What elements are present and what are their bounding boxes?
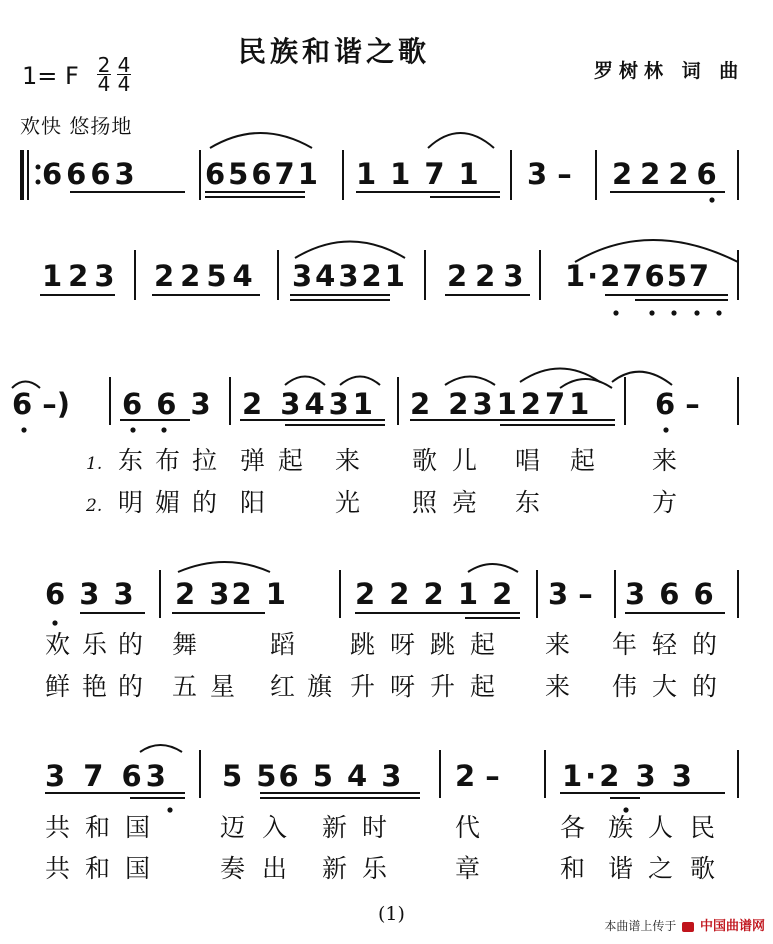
- lyric-char: 明: [118, 488, 144, 517]
- lyric-char: 和: [85, 813, 111, 842]
- meter-numerator: 4: [117, 53, 131, 77]
- measure-notes: 3 –: [527, 157, 572, 191]
- octave-dot: [130, 427, 135, 432]
- lyric-char: 乐: [362, 854, 388, 883]
- meter-denominator: 4: [97, 72, 111, 96]
- measure-notes: 2226: [612, 157, 725, 191]
- lyric-char: 跳: [430, 630, 456, 659]
- measure-notes: 6 3 3: [45, 577, 136, 611]
- verse-1-label: 1.: [86, 454, 103, 474]
- lyric-char: 族: [608, 813, 634, 842]
- tempo-marking: 欢快 悠扬地: [20, 114, 133, 138]
- measure-notes: 2 231271: [410, 387, 594, 421]
- octave-dot: [167, 807, 172, 812]
- lyric-char: 五: [172, 672, 198, 701]
- octave-dot: [649, 310, 654, 315]
- lyric-char: 之: [648, 854, 674, 883]
- octave-dot: [671, 310, 676, 315]
- octave-dot: [663, 427, 668, 432]
- measure-notes: 2254: [154, 259, 259, 293]
- lyric-char: 起: [570, 446, 596, 475]
- lyric-char: 跳: [350, 630, 376, 659]
- lyric-char: 歌: [690, 854, 716, 883]
- lyric-char: 升: [430, 672, 456, 701]
- octave-dot: [694, 310, 699, 315]
- measure-notes: 1171: [356, 157, 493, 191]
- lyric-char: 各: [560, 813, 586, 842]
- measure-notes: 223: [447, 259, 532, 293]
- lyric-char: 伟: [612, 672, 638, 701]
- lyric-char: 轻: [652, 630, 678, 659]
- measure-notes: 2 2 2 1 2: [355, 577, 515, 611]
- slur: [295, 242, 405, 259]
- lyric-char: 星: [210, 672, 236, 701]
- lyric-char: 蹈: [270, 630, 296, 659]
- lyric-char: 呀: [390, 630, 416, 659]
- lyric-char: 新: [322, 813, 348, 842]
- lyric-char: 谐: [608, 854, 634, 883]
- measure-notes: 65671: [205, 157, 321, 191]
- lyric-char: 时: [362, 813, 388, 842]
- measure-notes: 2 3431: [242, 387, 377, 421]
- lyric-char: 共: [45, 854, 71, 883]
- lyric-char: 代: [455, 813, 481, 842]
- lyric-char: 起: [470, 630, 496, 659]
- lyric-char: 亮: [452, 488, 478, 517]
- lyric-char: 新: [322, 854, 348, 883]
- lyric-char: 章: [455, 854, 481, 883]
- site-logo-icon: [682, 922, 694, 932]
- page-number: (1): [378, 903, 405, 925]
- measure-notes: 34321: [292, 259, 408, 293]
- lyric-char: 唱: [515, 446, 541, 475]
- lyric-char: 东: [118, 446, 144, 475]
- song-title: 民族和谐之歌: [238, 35, 431, 68]
- lyric-char: 的: [118, 672, 144, 701]
- measure-notes: 3 7 63: [45, 759, 170, 793]
- lyric-char: 起: [278, 446, 304, 475]
- octave-dot: [613, 310, 618, 315]
- measure-notes: 123: [42, 259, 121, 293]
- lyric-char: 大: [652, 672, 678, 701]
- lyric-char: 布: [155, 446, 181, 475]
- lyric-char: 儿: [452, 446, 478, 475]
- measure-notes: 2 32 1: [175, 577, 288, 611]
- lyric-char: 的: [692, 630, 718, 659]
- lyric-char: 国: [125, 854, 151, 883]
- verse-number: [86, 490, 102, 515]
- lyric-char: 人: [648, 813, 674, 842]
- repeat-dot: [36, 180, 41, 185]
- lyric-char: 来: [545, 672, 571, 701]
- lyric-char: 的: [192, 488, 218, 517]
- lyric-char: 来: [652, 446, 678, 475]
- lyric-char: 拉: [192, 446, 218, 475]
- measure-notes: 3 6 6: [625, 577, 716, 611]
- lyric-char: 弹: [240, 446, 266, 475]
- measure-notes: 6 –): [12, 387, 71, 421]
- lyric-char: 媚: [155, 488, 181, 517]
- measure-notes: 5 56 5 4 3: [222, 759, 404, 793]
- lyric-char: 照: [412, 488, 438, 517]
- site-name: 中国曲谱网: [699, 919, 765, 934]
- lyric-char: 鲜: [45, 672, 71, 701]
- slur: [445, 377, 495, 386]
- slur: [210, 133, 312, 148]
- upload-note: 本曲谱上传于: [604, 919, 677, 933]
- lyric-char: 年: [612, 630, 638, 659]
- lyric-char: 迈: [220, 813, 246, 842]
- lyric-char: 阳: [240, 488, 266, 517]
- repeat-dot: [36, 165, 41, 170]
- measure-notes: 3 –: [548, 577, 593, 611]
- verse-number: [86, 448, 102, 473]
- lyric-char: 光: [335, 488, 361, 517]
- octave-dot: [716, 310, 721, 315]
- octave-dot: [21, 427, 26, 432]
- lyric-char: 国: [125, 813, 151, 842]
- octave-dot: [623, 807, 628, 812]
- composer-credit: 罗树林 词 曲: [594, 60, 745, 82]
- lyric-char: 的: [118, 630, 144, 659]
- lyric-char: 欢: [45, 630, 71, 659]
- lyric-char: 起: [470, 672, 496, 701]
- lyric-char: 来: [335, 446, 361, 475]
- lyric-char: 歌: [412, 446, 438, 475]
- lyric-char: 东: [515, 488, 541, 517]
- octave-dot: [709, 197, 714, 202]
- lyric-char: 呀: [390, 672, 416, 701]
- measure-notes: 6 –: [655, 387, 700, 421]
- slur: [178, 562, 270, 572]
- lyric-char: 舞: [172, 630, 198, 659]
- lyric-char: 方: [652, 488, 678, 517]
- lyric-char: 出: [262, 854, 288, 883]
- lyric-char: 乐: [82, 630, 108, 659]
- verse-2-label: 2.: [86, 496, 103, 516]
- lyric-char: 来: [545, 630, 571, 659]
- slur: [428, 133, 494, 148]
- site-watermark: [604, 915, 765, 934]
- key-signature: 1= F: [22, 62, 79, 90]
- lyric-char: 的: [692, 672, 718, 701]
- slur: [340, 377, 380, 386]
- lyric-char: 艳: [82, 672, 108, 701]
- lyric-char: 共: [45, 813, 71, 842]
- lyric-char: 民: [690, 813, 716, 842]
- slur: [140, 745, 182, 752]
- lyric-char: 奏: [220, 854, 246, 883]
- meter-numerator: 2: [97, 53, 111, 77]
- lyric-char: 入: [262, 813, 288, 842]
- measure-notes: 6 6 3: [122, 387, 213, 421]
- slur: [285, 377, 325, 386]
- lyric-char: 旗: [307, 672, 333, 701]
- slur: [612, 372, 672, 385]
- measure-notes: 1·27657: [565, 259, 712, 293]
- meter-denominator: 4: [117, 72, 131, 96]
- lyric-char: 和: [85, 854, 111, 883]
- measure-notes: 1·2 3 3: [562, 759, 695, 793]
- lyric-char: 红: [270, 672, 296, 701]
- measure-notes: 2 –: [455, 759, 500, 793]
- slur: [468, 564, 518, 572]
- measure-notes: 6663: [42, 157, 139, 191]
- octave-dot: [161, 427, 166, 432]
- octave-dot: [52, 620, 57, 625]
- lyric-char: 和: [560, 854, 586, 883]
- lyric-char: 升: [350, 672, 376, 701]
